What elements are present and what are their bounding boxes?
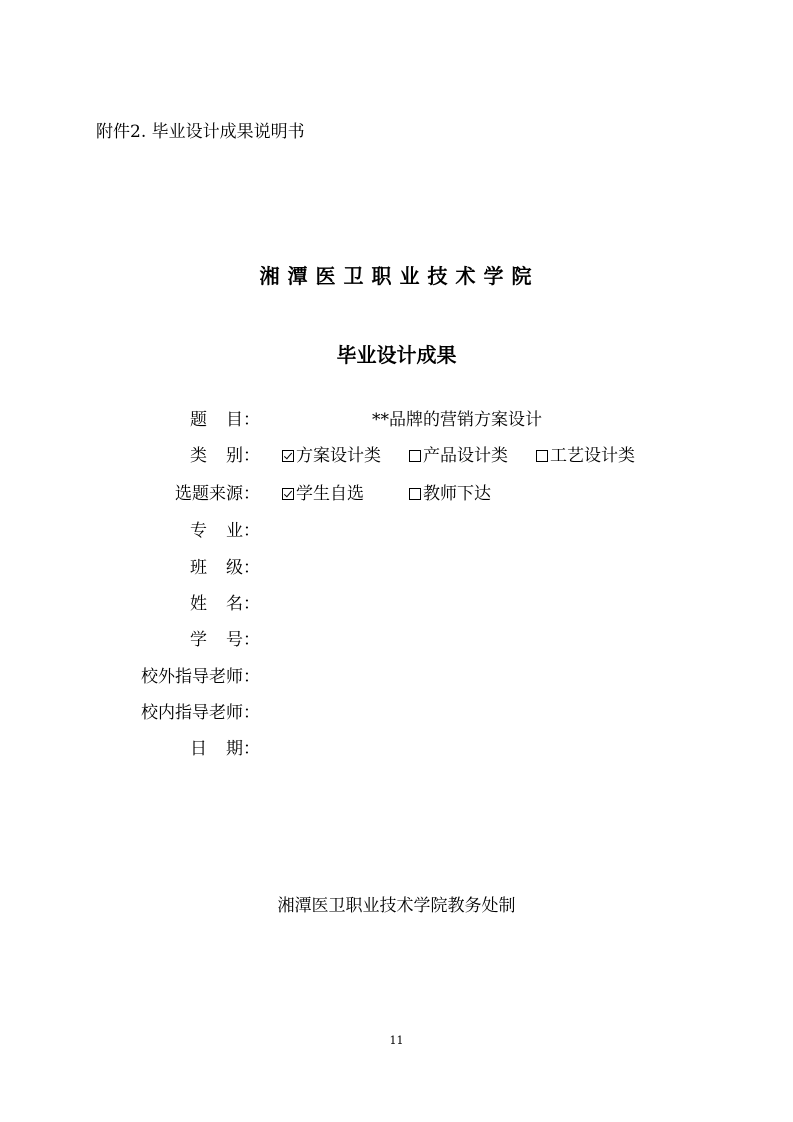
form-row-topic (0, 407, 793, 433)
topic-label: 题 目： (190, 410, 260, 430)
source-option-teacher[interactable]: 教师下达 (409, 481, 491, 507)
source-option-student[interactable]: 学生自选 (282, 481, 364, 507)
form-row-internal-advisor (0, 700, 793, 726)
school-name: 湘潭医卫职业技术学院 (259, 264, 540, 288)
page-number: 11 (389, 1034, 404, 1047)
attachment-label: 附件2. 毕业设计成果说明书 (96, 122, 305, 142)
unchecked-checkbox-icon[interactable] (536, 450, 548, 462)
unchecked-checkbox-icon[interactable] (409, 450, 421, 462)
class-label: 班 级： (190, 558, 260, 578)
internal-advisor-label: 校内指导老师： (141, 703, 260, 723)
form-row-major (0, 518, 793, 544)
topic-value[interactable]: **品牌的营销方案设计 (372, 410, 542, 430)
external-advisor-label: 校外指导老师： (141, 667, 260, 687)
category-label: 类 别： (190, 446, 260, 466)
unchecked-checkbox-icon[interactable] (409, 488, 421, 500)
source-label: 选题来源： (175, 484, 260, 504)
form-row-name (0, 591, 793, 617)
category-option-process[interactable]: 工艺设计类 (536, 443, 635, 469)
footer-organization: 湘潭医卫职业技术学院教务处制 (277, 896, 516, 916)
form-row-class (0, 555, 793, 581)
form-row-category (0, 443, 793, 469)
checked-checkbox-icon[interactable] (282, 450, 294, 462)
form-row-source (0, 481, 793, 507)
major-label: 专 业： (190, 521, 260, 541)
form-row-date (0, 736, 793, 762)
category-option-scheme[interactable]: 方案设计类 (282, 443, 381, 469)
student-id-label: 学 号： (190, 630, 260, 650)
form-row-student-id (0, 627, 793, 653)
document-title: 毕业设计成果 (336, 343, 457, 367)
category-option-product[interactable]: 产品设计类 (409, 443, 508, 469)
checked-checkbox-icon[interactable] (282, 488, 294, 500)
form-row-external-advisor (0, 664, 793, 690)
date-label: 日 期： (190, 739, 260, 759)
name-label: 姓 名： (190, 594, 260, 614)
